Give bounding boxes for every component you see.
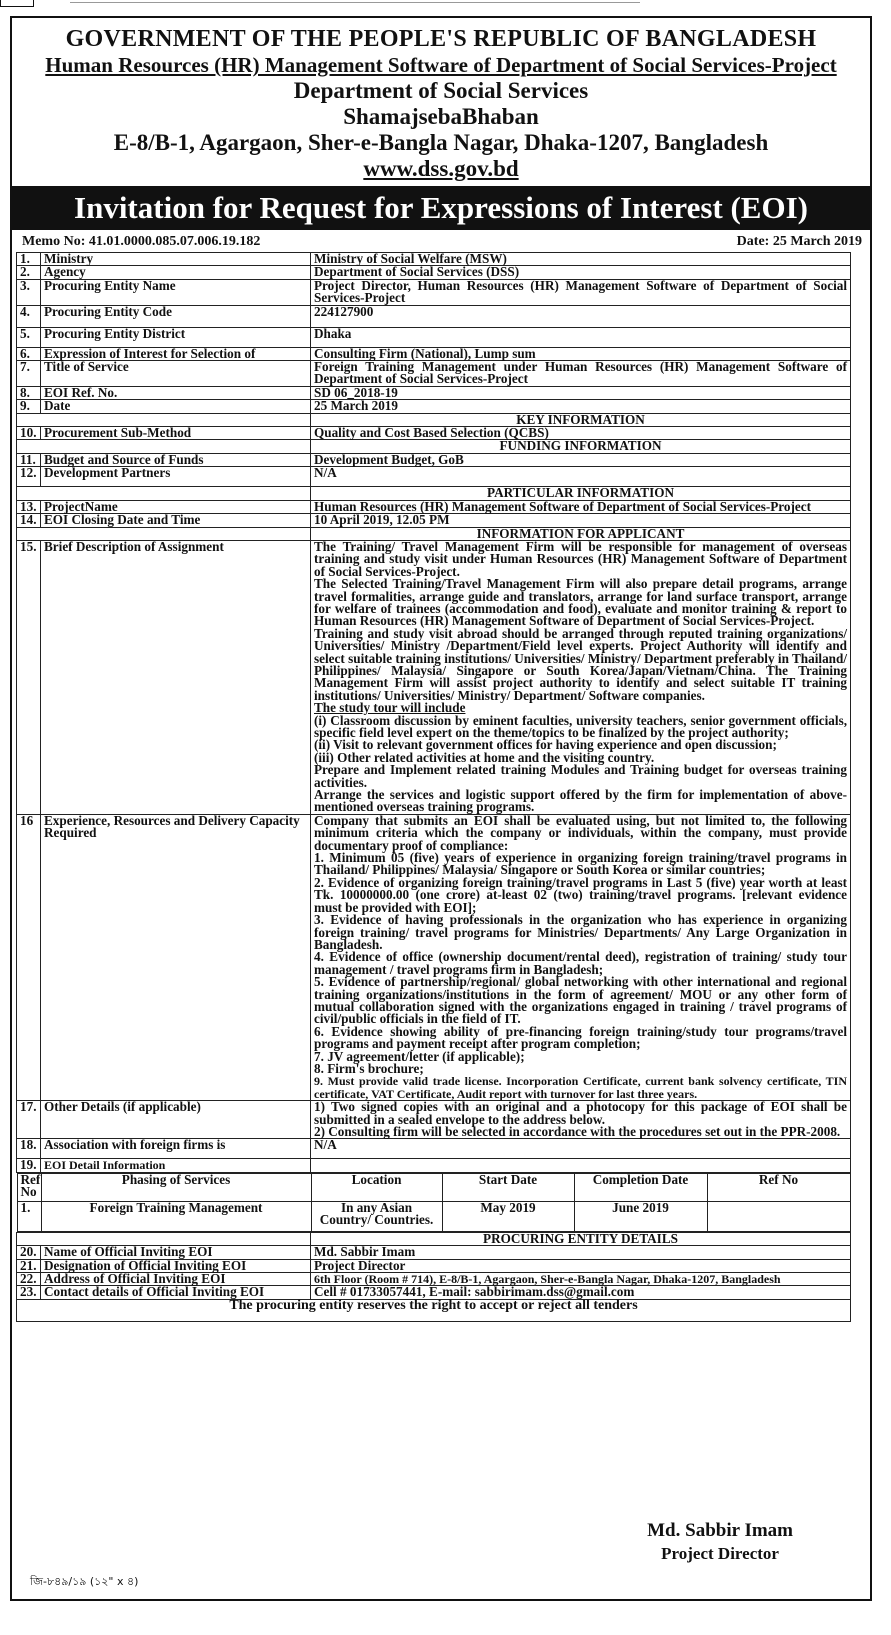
row-number: 16 (17, 814, 41, 1100)
row-value: 25 March 2019 (311, 400, 851, 413)
assignment-paragraph: Prepare and Implement related training Modules and Training budget for overseas training activities. (314, 762, 847, 790)
criteria-item: 6. Evidence showing ability of pre-financing foreign training/study tour programs/travel programs and payment receipt after program completion; (314, 1023, 847, 1052)
row-label: Designation of Official Inviting EOI (41, 1259, 311, 1272)
row-number: 17. (17, 1101, 41, 1139)
eoi-banner: Invitation for Request for Expressions of Interest (EOI) (12, 186, 870, 230)
row-number: 14. (17, 514, 41, 527)
table-row (17, 1159, 851, 1172)
row-value: N/A (311, 1139, 851, 1159)
criteria-item: 4. Evidence of office (ownership document/rental deed), registration of training/ study tour management / travel programs firm in Bangladesh; (314, 949, 847, 977)
row-label: Procuring Entity Name (41, 279, 311, 305)
study-tour-item: (iii) Other related activities at home and the visiting country. (314, 749, 655, 765)
row-value: N/A (311, 467, 851, 487)
assignment-paragraph: Arrange the services and logistic support offered by the firm for implementation of above-mentioned overseas training programs. (314, 787, 847, 815)
row-number: 7. (17, 361, 41, 387)
row-number: 8. (17, 386, 41, 399)
row-value: Quality and Cost Based Selection (QCBS) (311, 427, 851, 440)
table-row (17, 427, 851, 440)
project-title: Human Resources (HR) Management Software of Department of Social Services-Project (45, 53, 837, 77)
section-title: INFORMATION FOR APPLICANT (311, 527, 851, 540)
cell-ref-no (707, 1201, 850, 1231)
row-value: Foreign Training Management under Human Resources (HR) Management Software of Department of Social Services-Project (311, 361, 851, 387)
govt-title: GOVERNMENT OF THE PEOPLE'S REPUBLIC OF BANGLADESH (65, 26, 817, 52)
row-number: 21. (17, 1259, 41, 1272)
signatory-name: Md. Sabbir Imam (647, 1520, 793, 1541)
memo-date: Date: 25 March 2019 (736, 234, 862, 249)
row-value: SD 06_2018-19 (311, 386, 851, 399)
row-label: Name of Official Inviting EOI (41, 1246, 311, 1259)
row-value: 6th Floor (Room # 714), E-8/B-1, Agargaon, Sher-e-Bangla Nagar, Dhaka-1207, Bangladesh (311, 1273, 851, 1286)
detail-data-row (17, 1201, 850, 1231)
row-label: Procurement Sub-Method (41, 427, 311, 440)
row-label: EOI Detail Information (41, 1159, 311, 1172)
row-number: 23. (17, 1286, 41, 1299)
table-row (17, 386, 851, 399)
header-phasing: Phasing of Services (41, 1173, 311, 1201)
row-label: Brief Description of Assignment (41, 540, 311, 814)
memo-line (12, 230, 870, 252)
header-start-date: Start Date (442, 1173, 574, 1201)
signatory-designation: Project Director (661, 1544, 779, 1563)
top-strip (0, 0, 891, 8)
table-row (17, 327, 851, 347)
cell-ref: 1. (17, 1201, 41, 1231)
criteria-item: 9. Must provide valid trade license. Incorporation Certificate, current bank solvency certificate, TIN certificate, VAT Certificate, Audit report with turnover for last three years. (314, 1074, 847, 1101)
row-label: Date (41, 400, 311, 413)
row-value: Dhaka (311, 327, 851, 347)
assignment-paragraph: The Training/ Travel Management Firm will be responsible for management of overseas training and study visit under Human Resources (HR) Management Software of Department of Social Services-Project. (314, 538, 847, 579)
cell-completion-date: June 2019 (574, 1201, 707, 1231)
row-number: 18. (17, 1139, 41, 1159)
row-label: ProjectName (41, 500, 311, 513)
row-label: EOI Ref. No. (41, 386, 311, 399)
header (12, 26, 870, 182)
study-tour-heading: The study tour will include (314, 700, 466, 716)
header-completion-date: Completion Date (574, 1173, 707, 1201)
criteria-intro: Company that submits an EOI shall be evaluated using, but not limited to, the following minimum criteria which the company or individuals, within the company, must provide documentary proof of compliance: (314, 812, 847, 853)
section-title: FUNDING INFORMATION (311, 440, 851, 453)
table-row (17, 279, 851, 305)
reservation-notice: The procuring entity reserves the right to accept or reject all tenders (17, 1299, 851, 1321)
cell-location: In any Asian Country/ Countries. (311, 1201, 442, 1231)
row-value: Ministry of Social Welfare (MSW) (311, 253, 851, 266)
corner-box (0, 0, 34, 7)
assignment-description (311, 540, 851, 814)
section-title: PARTICULAR INFORMATION (311, 487, 851, 500)
cell-phasing: Foreign Training Management (41, 1201, 311, 1231)
row-number: 19. (17, 1159, 41, 1172)
criteria-item: 1. Minimum 05 (five) years of experience in organizing foreign training/travel programs in Thailand/ Philippines/ Malaysia/ Singapore or South Korea or similar countries; (314, 850, 847, 878)
study-tour-item: (ii) Visit to relevant government offices for having experience and open discussion; (314, 737, 777, 753)
row-value: Project Director (311, 1259, 851, 1272)
website: www.dss.gov.bd (363, 156, 519, 181)
criteria-item: 3. Evidence of having professionals in the organization who has experience in organizing foreign training/ travel programs for Ministries/ Departments/ Any Large Organization in Bangladesh. (314, 912, 847, 952)
building-name: ShamajsebaBhaban (343, 104, 539, 129)
row-number: 9. (17, 400, 41, 413)
row-number: 5. (17, 327, 41, 347)
cell-start-date: May 2019 (442, 1201, 574, 1231)
address: E-8/B-1, Agargaon, Sher-e-Bangla Nagar, Dhaka-1207, Bangladesh (113, 130, 769, 155)
criteria-item: 2. Evidence of organizing foreign training/travel programs in Last 5 (five) year worth at least Tk. 10000000.00 (one crore) at-least 02 (two) training/travel programs. [relevant evidence must be provided with EOI]; (314, 874, 847, 915)
row-label: Ministry (41, 253, 311, 266)
row-value: Department of Social Services (DSS) (311, 266, 851, 279)
row-label: Budget and Source of Funds (41, 453, 311, 466)
assignment-paragraph: Training and study visit abroad should be arranged through reputed training organizations/ Universities/ Ministry /Department/Field level experts. Project Authority will identify and select suitable training institutions/ Universities/ Ministry/ Department preferably in Thailand/ Philippines/ Malaysia/ Singapore or South Korea/Japan/Vietnam/China. The Training Management Firm will assist project authority to identify and select suitable IT training institutions/ Universities/ Ministry/ Department/ Software companies. (314, 625, 847, 703)
row-number: 11. (17, 453, 41, 466)
row-label: EOI Closing Date and Time (41, 514, 311, 527)
row-value: 224127900 (311, 305, 851, 327)
row-number: 4. (17, 305, 41, 327)
criteria-item: 7. JV agreement/letter (if applicable); (314, 1048, 525, 1064)
row-label: Address of Official Inviting EOI (41, 1273, 311, 1286)
detail-header-row (17, 1173, 850, 1201)
row-number: 10. (17, 427, 41, 440)
header-ref: Ref No (17, 1173, 41, 1201)
row-number: 15. (17, 540, 41, 814)
table-row (17, 400, 851, 413)
header-location: Location (311, 1173, 442, 1201)
table-row (17, 814, 851, 1100)
print-code: জি-৮৪৯/১৯ (১২" x ৪) (30, 1575, 139, 1588)
notice-frame (10, 16, 872, 1601)
row-value: Consulting Firm (National), Lump sum (311, 347, 851, 360)
row-value: Cell # 01733057441, E-mail: sabbirimam.dss@gmail.com (311, 1286, 851, 1299)
criteria-item: 5. Evidence of partnership/regional/ global networking with other international and regional training organizations/institutions in the form of agreement/ MOU or any other form of mutual collaboration signed with the organizations engaged in training / travel programs of civil/public officials in the field of IT. (314, 974, 847, 1027)
table-row (17, 1139, 851, 1159)
notice-row (17, 1299, 851, 1321)
row-label: Development Partners (41, 467, 311, 487)
eoi-table (16, 252, 851, 1322)
study-tour-item: (i) Classroom discussion by eminent faculties, university teachers, senior government officials, specific field level expert on the theme/topics to be finalized by the project authority; (314, 712, 847, 740)
row-label: Title of Service (41, 361, 311, 387)
row-label: Experience, Resources and Delivery Capacity Required (41, 814, 311, 1100)
row-value: Md. Sabbir Imam (311, 1246, 851, 1259)
table-row (17, 467, 851, 487)
department-name: Department of Social Services (293, 78, 589, 103)
table-row (17, 361, 851, 387)
table-row (17, 305, 851, 327)
row-value: Human Resources (HR) Management Software of Department of Social Services-Project (311, 500, 851, 513)
memo-number: Memo No: 41.01.0000.085.07.006.19.182 (22, 234, 261, 249)
other-detail-line: 1) Two signed copies with an original and a photocopy for this package of EOI shall be submitted in a sealed envelope to the address below. (314, 1099, 847, 1127)
table-row (17, 540, 851, 814)
row-number: 13. (17, 500, 41, 513)
row-label: Procuring Entity District (41, 327, 311, 347)
other-detail-line: 2) Consulting firm will be selected in accordance with the procedures set out in the PPR-2008. (314, 1124, 841, 1139)
section-title: PROCURING ENTITY DETAILS (311, 1232, 851, 1245)
top-rule (70, 0, 640, 3)
eoi-detail-table (17, 1173, 851, 1232)
experience-criteria (311, 814, 851, 1100)
row-number: 20. (17, 1246, 41, 1259)
row-number: 2. (17, 266, 41, 279)
header-ref-no: Ref No (707, 1173, 850, 1201)
row-value: Project Director, Human Resources (HR) Management Software of Department of Social Services-Project (311, 279, 851, 305)
row-number: 1. (17, 253, 41, 266)
assignment-paragraph: The Selected Training/Travel Management Firm will also prepare detail programs, arrange travel formalities, arrange guide and translators, arrange for land surface transport, arrange for welfare of trainees (accommodation and food), evaluate and monitor training & report to Human Resources (HR) Management Software of Department of Social Services-Project. (314, 576, 847, 629)
other-details (311, 1101, 851, 1139)
table-row (17, 514, 851, 527)
row-number: 12. (17, 467, 41, 487)
row-number: 6. (17, 347, 41, 360)
row-label: Agency (41, 266, 311, 279)
row-value: Development Budget, GoB (311, 453, 851, 466)
row-label: Expression of Interest for Selection of (41, 347, 311, 360)
detail-table-row (17, 1172, 851, 1232)
section-title: KEY INFORMATION (311, 413, 851, 426)
row-label: Association with foreign firms is (41, 1139, 311, 1159)
row-label: Procuring Entity Code (41, 305, 311, 327)
criteria-item: 8. Firm's brochure; (314, 1060, 424, 1076)
row-label: Other Details (if applicable) (41, 1101, 311, 1139)
row-label: Contact details of Official Inviting EOI (41, 1286, 311, 1299)
row-number: 22. (17, 1273, 41, 1286)
signature-block (647, 1520, 793, 1564)
row-value: 10 April 2019, 12.05 PM (311, 514, 851, 527)
row-number: 3. (17, 279, 41, 305)
table-row (17, 1101, 851, 1139)
